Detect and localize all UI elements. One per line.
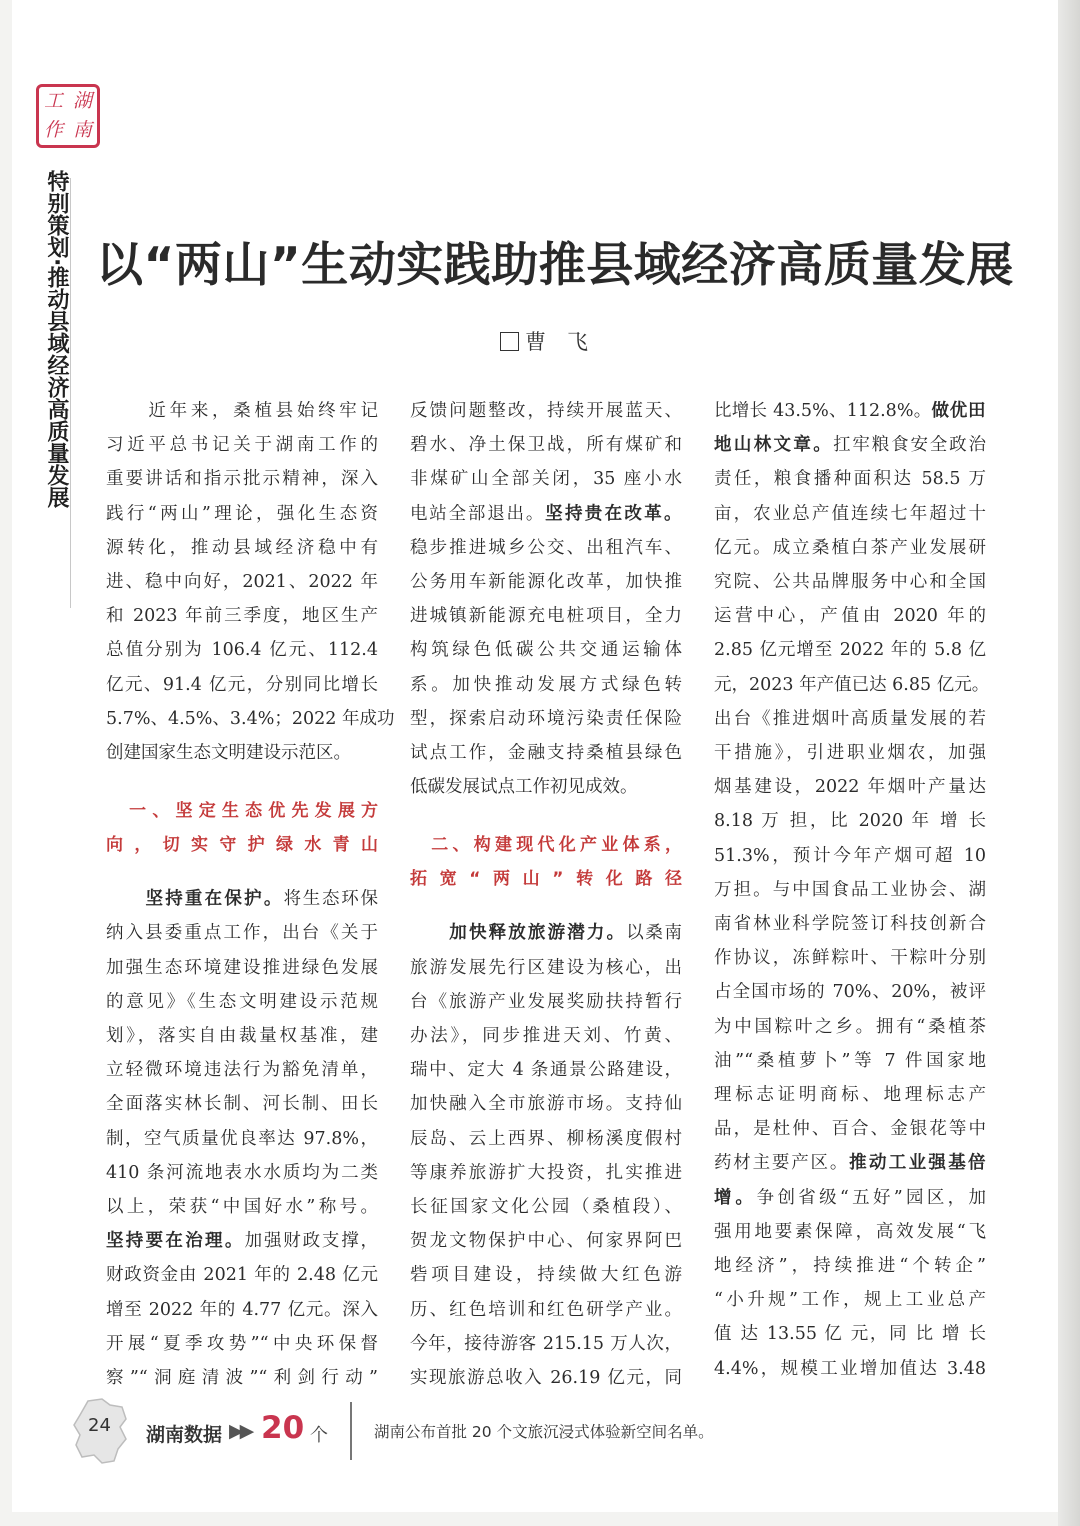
line-text: 8.18 万 担，比 2020 年 增 长 [714,811,986,832]
line-text: 理标志证明商标、地理标志产 [714,1085,986,1106]
text-line [106,951,378,985]
column-2-intro [410,394,682,804]
keyword-lead: 加快释放旅游潜力。 [410,923,627,944]
line-text: 察”“洞庭清波”“利剑行动” [106,1368,378,1389]
text-line [410,1327,682,1361]
line-text: 近年来，桑植县始终牢记 [106,401,378,421]
text-line [714,1044,986,1078]
line-text: 源转化，推动县域经济稳中有 [106,537,378,558]
logo-char: 湖 [72,90,92,112]
text-line [714,975,986,1009]
line-text: 将生态环保 [283,889,379,910]
text-line [714,736,986,770]
line-text: 长征国家文化公园（桑植段）、 [410,1197,682,1218]
text-line [410,1190,682,1224]
footer-divider [350,1402,352,1460]
text-line [714,702,986,736]
heading-line: 拓宽“两山”转化路径 [410,869,682,890]
line-text: 系。加快推动发展方式绿色转 [410,674,682,695]
line-text: 砦项目建设，持续做大红色游 [410,1265,682,1286]
text-line [106,1053,378,1087]
text-line [106,1224,378,1258]
line-text: 的意见》《生态文明建设示范规 [106,991,378,1012]
article-author [500,326,588,356]
text-line [410,702,682,736]
line-text: 究院、公共品牌服务中心和全国 [714,572,986,593]
section-divider-line [70,178,71,608]
line-text: 公务用车新能源化改革，加快推 [410,572,682,593]
author-name: 曹 飞 [525,330,588,354]
text-line [410,1361,682,1395]
text-line [410,985,682,1019]
text-line [106,1327,378,1361]
line-text: 亿元。成立桑植白茶产业发展研 [714,537,986,558]
text-line [714,497,986,531]
scan-edge-shadow [1058,0,1080,1526]
line-text: 开展“夏季攻势”“中央环保督 [106,1333,378,1354]
line-text: 反馈问题整改，持续开展蓝天、 [410,401,682,421]
text-line [106,633,378,667]
text-line [106,1361,378,1395]
line-text: 重要讲话和指示批示精神，深入 [106,469,378,490]
logo-char: 工 [43,90,63,112]
text-line [714,873,986,907]
text-line [714,941,986,975]
line-text: 今年，接待游客 215.15 万人次， [410,1333,682,1354]
line-text: 非煤矿山全部关闭，35 座小水 [410,469,682,490]
line-text: 药材主要产区。 [714,1153,850,1174]
text-line [106,1019,378,1053]
keyword-lead: 做优田 [931,401,987,421]
line-text: 4.4%，规模工业增加值达 3.48 [714,1358,986,1379]
line-text: 等康养旅游扩大投资，扎实推进 [410,1162,682,1183]
text-line [714,1249,986,1283]
text-line [410,1053,682,1087]
footer-label: 湖南数据 [146,1424,223,1446]
line-text: 万担。与中国食品工业协会、湖 [714,879,986,900]
line-text: 占全国市场的 70%、20%，被评 [714,982,986,1003]
text-line [106,1293,378,1327]
keyword-lead: 推动工业强基倍 [849,1153,987,1174]
line-text: 5.7%、4.5%、3.4%；2022 年成功 [106,708,395,729]
text-line [410,1122,682,1156]
line-text: 稳步推进城乡公交、出租汽车、 [410,537,682,558]
text-line [106,1122,378,1156]
line-text: 瑞中、定大 4 条通景公路建设， [410,1060,682,1081]
line-text: 辰岛、云上西界、柳杨溪度假村 [410,1128,682,1149]
text-line [714,1215,986,1249]
text-line [106,599,378,633]
line-text: 亿元、91.4 亿元，分别同比增长 [106,674,378,695]
line-text: 台《旅游产业发展奖励扶持暂行 [410,991,682,1012]
line-text: 运营中心，产值由 2020 年的 [714,606,986,627]
text-line [714,770,986,804]
text-line [106,702,395,736]
heading-line: 二、构建现代化产业体系， [410,835,682,856]
section-vertical-tag: 特别策划·推动县域经济高质量发展 [44,170,69,509]
line-text: 元，2023 年产值已达 6.85 亿元。 [714,674,990,695]
text-line [410,1224,682,1258]
text-column-1 [106,394,395,1395]
line-text: 增至 2022 年的 4.77 亿元。深入 [106,1299,378,1320]
line-text: 电站全部退出。 [410,503,546,524]
logo-char: 作 [43,119,63,141]
keyword-lead: 坚持贵在改革。 [545,503,683,524]
page-number: 24 [88,1415,111,1436]
line-text: 制，空气质量优良率达 97.8%， [106,1128,378,1149]
text-line [106,985,378,1019]
column-logo [36,84,100,148]
line-text: 干措施》，引进职业烟农，加强 [714,743,986,764]
line-text: 出台《推进烟叶高质量发展的若 [714,708,986,729]
text-line [714,531,986,565]
line-text: 为中国粽叶之乡。拥有“桑植茶 [714,1016,986,1037]
text-line [106,1156,378,1190]
text-line [714,394,986,428]
article-title: 以“两山”生动实践助推县域经济高质量发展 [96,238,1014,293]
line-text: “小升规”工作，规上工业总产 [714,1290,986,1311]
line-text: 划》，落实自由裁量权基准，建 [106,1026,378,1047]
line-text: 油”“桑植萝卜”等 7 件国家地 [714,1050,986,1071]
text-line [410,736,682,770]
text-line [714,1181,986,1215]
line-text: 办法》，同步推进天刘、竹黄、 [410,1026,682,1047]
line-text: 强用地要素保障，高效发展“飞 [714,1221,986,1242]
text-line [106,462,378,496]
line-text: 历、红色培训和红色研学产业。 [410,1299,682,1320]
section-heading-2 [410,828,682,896]
text-line [410,916,682,950]
column-2-body [410,916,682,1395]
line-text: 地经济”，持续推进“个转企” [714,1256,986,1277]
text-line [106,1258,378,1292]
text-line [714,839,986,873]
author-box-icon [500,332,519,351]
text-line [410,462,682,496]
line-text: 贺龙文物保护中心、何家界阿巴 [410,1231,682,1252]
line-text: 加强财政支撑， [244,1231,379,1252]
line-text: 进城镇新能源充电桩项目，全力 [410,606,682,627]
keyword-lead: 坚持重在保护。 [106,889,284,910]
text-line [714,599,986,633]
text-line [714,1078,986,1112]
line-text: 南省林业科学院签订科技创新合 [714,914,986,935]
text-line [714,1010,986,1044]
footer-highlight-number: 20 [261,1410,305,1446]
text-line [410,951,682,985]
text-line [714,1112,986,1146]
line-text: 亩，农业总产值连续七年超过十 [714,503,986,524]
text-line [106,916,378,950]
column-1-intro [106,394,395,770]
line-text: 作协议，冻鲜粽叶、干粽叶分别 [714,948,986,969]
text-line [106,736,378,770]
column-3-body [714,394,990,1386]
line-text: 和 2023 年前三季度，地区生产 [106,606,378,627]
text-line [410,633,682,667]
line-text: 责任，粮食播种面积达 58.5 万 [714,469,986,490]
line-text: 加强生态环境建设推进绿色发展 [106,957,378,978]
text-line [714,804,986,838]
line-text: 碧水、净土保卫战，所有煤矿和 [410,435,682,456]
line-text: 试点工作，金融支持桑植县绿色 [410,743,682,764]
text-line [714,668,990,702]
section-heading-1 [106,794,378,862]
keyword-lead: 地山林文章。 [714,435,834,456]
logo-char: 南 [72,119,92,141]
text-line [410,1156,682,1190]
text-line [714,1352,986,1386]
text-line [410,565,682,599]
text-line [410,1087,682,1121]
line-text: 51.3%，预计今年产烟可超 10 [714,845,986,866]
text-line [106,428,378,462]
heading-line: 向，切实守护绿水青山 [106,835,378,856]
line-text: 全面落实林长制、河长制、田长 [106,1094,378,1115]
line-text: 410 条河流地表水水质均为二类 [106,1162,378,1183]
line-text: 值 达 13.55 亿 元，同 比 增 长 [714,1324,986,1345]
line-text: 低碳发展试点工作初见成效。 [410,777,638,798]
text-line [410,1019,682,1053]
text-line [714,428,986,462]
line-text: 烟基建设，2022 年烟叶产量达 [714,777,986,798]
line-text: 以桑南 [626,923,683,944]
text-line [410,531,682,565]
double-arrow-icon: ▶▶ [229,1420,251,1442]
text-line [106,1087,378,1121]
line-text: 构筑绿色低碳公共交通运输体 [410,640,682,661]
text-line [410,1293,682,1327]
text-line [106,497,378,531]
text-line [410,394,682,428]
heading-line: 一、坚定生态优先发展方 [106,801,378,822]
line-text: 财政资金由 2021 年的 2.48 亿元 [106,1265,378,1286]
text-line [410,599,682,633]
footer-news-text: 湖南公布首批 20 个文旅沉浸式体验新空间名单。 [374,1423,714,1441]
footer-unit: 个 [310,1425,328,1446]
text-line [410,1258,682,1292]
line-text: 加快融入全市旅游市场。支持仙 [410,1094,682,1115]
text-line [714,1283,986,1317]
text-line [714,565,986,599]
text-line [106,668,378,702]
line-text: 品，是杜仲、百合、金银花等中 [714,1119,986,1140]
text-line [410,770,682,804]
text-line [106,1190,378,1224]
line-text: 纳入县委重点工作，出台《关于 [106,923,378,944]
column-1-body [106,882,378,1395]
text-line [714,1146,986,1180]
line-text: 总值分别为 106.4 亿元、112.4 [106,640,378,661]
text-line [106,565,378,599]
keyword-lead: 增。 [714,1187,757,1208]
line-text: 创建国家生态文明建设示范区。 [106,743,351,764]
line-text: 比增长 43.5%、112.8%。 [714,401,932,421]
line-text: 立轻微环境违法行为豁免清单， [106,1060,378,1081]
text-line [714,907,986,941]
text-line [106,531,378,565]
line-text: 型，探索启动环境污染责任保险 [410,708,682,729]
line-text: 习近平总书记关于湖南工作的 [106,435,378,456]
line-text: 进、稳中向好，2021、2022 年 [106,572,378,593]
keyword-lead: 坚持要在治理。 [106,1231,245,1252]
text-line [410,497,682,531]
line-text: 实现旅游总收入 26.19 亿元，同 [410,1368,682,1389]
line-text: 旅游发展先行区建设为核心，出 [410,957,682,978]
text-line [410,428,682,462]
line-text: 践行“两山”理论，强化生态资 [106,503,378,524]
line-text: 2.85 亿元增至 2022 年的 5.8 亿 [714,640,986,661]
text-line [410,668,682,702]
text-line [106,394,378,428]
line-text: 扛牢粮食安全政治 [833,435,987,456]
text-line [714,633,986,667]
text-line [714,1317,986,1351]
text-column-3 [714,394,990,1386]
text-line [714,462,986,496]
text-line [106,882,378,916]
text-column-2 [410,394,682,1395]
line-text: 以上，荣获“中国好水”称号。 [106,1197,378,1218]
line-text: 争创省级“五好”园区，加 [756,1187,986,1208]
